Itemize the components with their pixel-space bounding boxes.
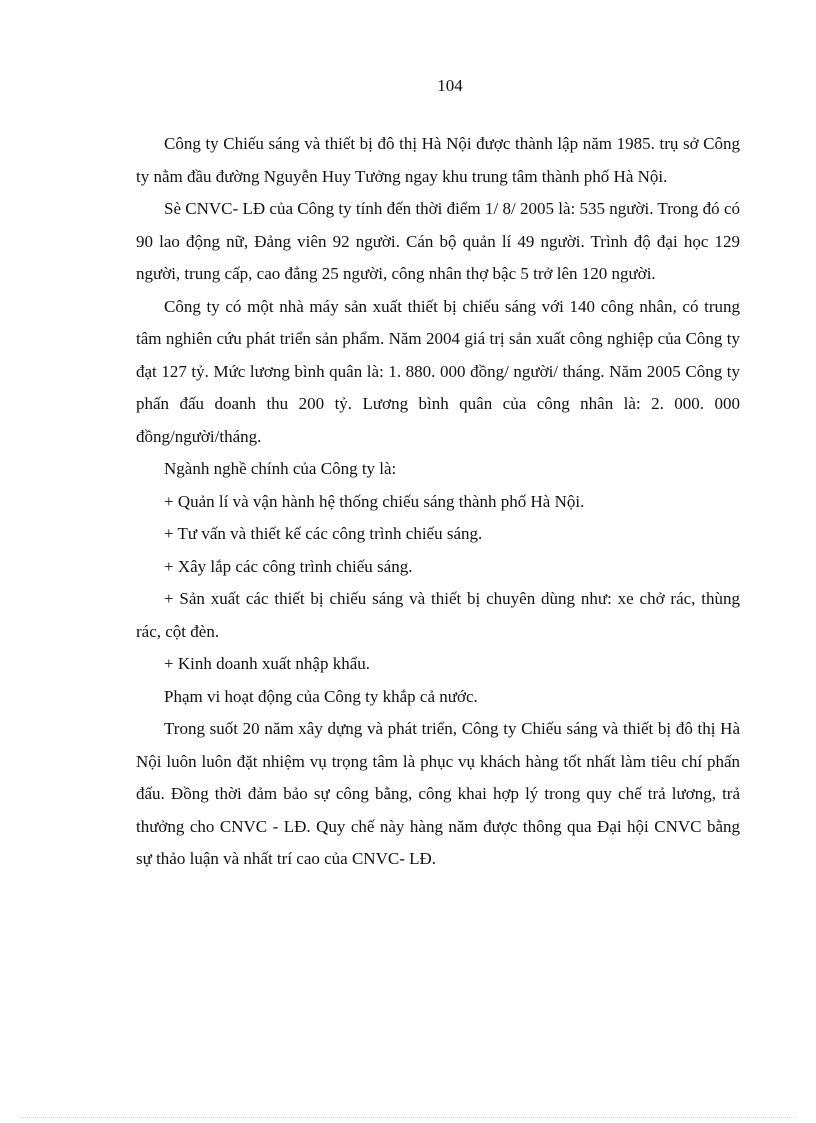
list-item-manufacturing: + Sản xuất các thiết bị chiếu sáng và thiết bị chuyên dùng như: xe chở rác, thùng rác, cột đèn. <box>136 589 740 641</box>
bottom-divider <box>20 1117 796 1118</box>
paragraph-factory-and-salary: Công ty có một nhà máy sản xuất thiết bị chiếu sáng với 140 công nhân, có trung tâm nghiên cứu phát triển sản phẩm. Năm 2004 giá trị sản xuất công nghiệp của Công ty đạt 127 tỷ. Mức lương bình quân là: 1. 880. 000 đồng/ người/ tháng. Năm 2005 Công ty phấn đấu doanh thu 200 tỷ. Lương bình quân của công nhân là: 2. 000. 000 đồng/người/tháng. <box>136 296 740 446</box>
paragraph-staff-numbers: Sè CNVC- LĐ của Công ty tính đến thời điểm 1/ 8/ 2005 là: 535 người. Trong đó có 90 lao động nữ, Đảng viên 92 người. Cán bộ quản lí 49 người. Trình độ đại học 129 người, trung cấp, cao đẳng 25 người, công nhân thợ bậc 5 trở lên 120 người. <box>136 199 740 283</box>
document-body <box>136 128 740 876</box>
list-item-construction: + Xây lắp các công trình chiếu sáng. <box>164 556 413 576</box>
paragraph-development-history: Trong suốt 20 năm xây dựng và phát triển, Công ty Chiếu sáng và thiết bị đô thị Hà Nội luôn luôn đặt nhiệm vụ trọng tâm là phục vụ khách hàng tốt nhất làm tiêu chí phấn đấu. Đồng thời đảm bảo sự công bằng, công khai hợp lý trong quy chế trả lương, trả thưởng cho CNVC - LĐ. Quy chế này hàng năm được thông qua Đại hội CNVC bằng sự thảo luận và nhất trí cao của CNVC- LĐ. <box>136 719 740 868</box>
list-item-lighting-management: + Quản lí và vận hành hệ thống chiếu sáng thành phố Hà Nội. <box>164 491 585 511</box>
paragraph-main-business-intro: Ngành nghề chính của Công ty là: <box>164 459 397 478</box>
paragraph-company-founding: Công ty Chiếu sáng và thiết bị đô thị Hà Nội được thành lập năm 1985. trụ sở Công ty nằm đầu đường Nguyễn Huy Tưởng ngay khu trung tâm thành phố Hà Nội. <box>136 134 740 186</box>
page-number: 104 <box>437 76 463 95</box>
list-item-consulting-design: + Tư vấn và thiết kế các công trình chiếu sáng. <box>164 524 483 543</box>
list-item-import-export: + Kinh doanh xuất nhập khẩu. <box>164 654 370 673</box>
paragraph-scope: Phạm vi hoạt động của Công ty khắp cả nước. <box>164 686 478 706</box>
